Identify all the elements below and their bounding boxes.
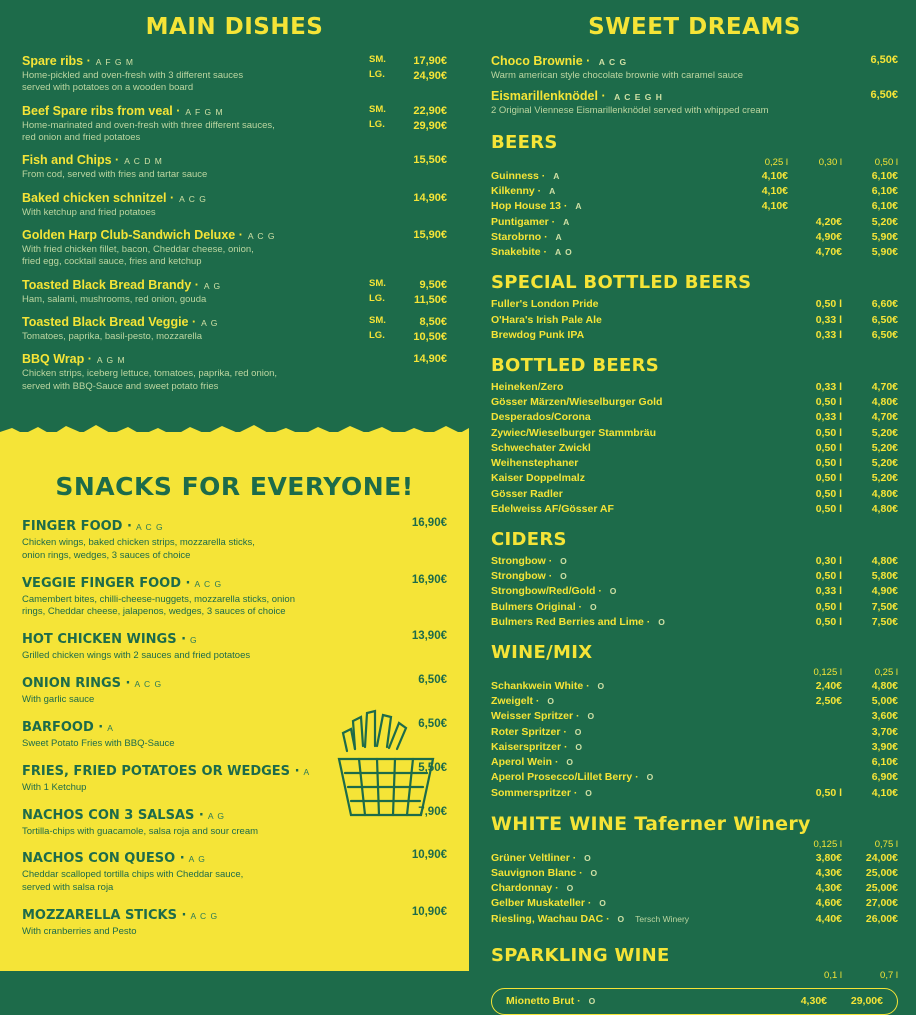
sweet-dreams-title: SWEET DREAMS bbox=[588, 14, 801, 40]
beverage-row bbox=[491, 502, 898, 517]
beverage-price: 4,80€ bbox=[871, 487, 898, 500]
allergen-codes: A G M bbox=[96, 355, 126, 366]
beverage-name: Kaiser Doppelmalz bbox=[491, 472, 585, 485]
beverage-price-1 bbox=[736, 245, 790, 260]
beverage-name: Mionetto Brut · O bbox=[506, 994, 597, 1007]
snacks-section bbox=[0, 432, 469, 971]
snack-item-name: FINGER FOOD · bbox=[22, 519, 132, 534]
beverage-name: Brewdog Punk IPA bbox=[491, 328, 585, 341]
beverage-price: 26,00€ bbox=[865, 912, 898, 925]
allergen-codes: A bbox=[303, 766, 311, 777]
menu-item bbox=[22, 228, 447, 269]
snack-item-description: Cheddar scalloped tortilla chips with Cheddar sauce, served with salsa roja bbox=[22, 869, 244, 894]
sparkling-wine-list bbox=[506, 994, 883, 1009]
beverage-price: 6,10€ bbox=[871, 200, 898, 213]
allergen-codes: A C G bbox=[134, 679, 163, 690]
menu-item bbox=[22, 278, 447, 306]
beverage-size-or-price: 0,50 l bbox=[815, 615, 842, 628]
beverage-size-or-price: 4,40€ bbox=[815, 912, 842, 925]
beverage-size-or-price: 4,20€ bbox=[815, 215, 842, 228]
beverage-price-1: 4,10€ bbox=[761, 185, 788, 198]
snack-item bbox=[22, 906, 447, 939]
beverage-row bbox=[491, 786, 898, 801]
snack-item-name: HOT CHICKEN WINGS · bbox=[22, 632, 187, 648]
beverage-row bbox=[491, 487, 898, 502]
beverage-row bbox=[491, 441, 898, 456]
beverage-name: Edelweiss AF/Gösser AF bbox=[491, 502, 614, 515]
beverage-price: 6,50€ bbox=[871, 328, 898, 341]
menu-item-price: 15,50€ bbox=[413, 154, 447, 167]
beverage-size-or-price: 0,50 l bbox=[815, 396, 842, 409]
beverage-size-or-price bbox=[790, 169, 844, 184]
beverage-price: 5,90€ bbox=[871, 246, 898, 259]
beverage-row bbox=[491, 851, 898, 866]
beverage-row bbox=[491, 584, 898, 599]
sparkling-header-row bbox=[491, 970, 898, 982]
beverage-price: 5,20€ bbox=[871, 457, 898, 470]
beverage-size-or-price: 0,50 l bbox=[815, 600, 842, 613]
beverage-row bbox=[491, 215, 898, 230]
beverage-size-or-price: 4,90€ bbox=[815, 230, 842, 243]
beverage-name: Fuller's London Pride bbox=[491, 298, 599, 311]
bottled-beers-title: BOTTLED BEERS bbox=[491, 354, 660, 376]
beverage-name: Guinness · A bbox=[491, 170, 561, 182]
beverage-price: 4,10€ bbox=[871, 786, 898, 799]
beverage-size-or-price: 0,50 l bbox=[815, 786, 842, 799]
beers-list bbox=[491, 169, 898, 260]
beverage-name: Snakebite · A O bbox=[491, 246, 573, 259]
beverage-size-or-price bbox=[790, 199, 844, 214]
beverage-row bbox=[491, 380, 898, 395]
allergen-codes: A bbox=[107, 722, 114, 733]
beverage-price: 4,70€ bbox=[871, 411, 898, 424]
beverage-size-or-price: 0,33 l bbox=[815, 380, 842, 393]
beverage-name: Bulmers Original · O bbox=[491, 600, 598, 613]
beverage-price: 3,70€ bbox=[871, 725, 898, 738]
main-dishes-section bbox=[0, 0, 469, 412]
beverage-price-1: 4,10€ bbox=[761, 200, 788, 213]
allergen-codes: A F G M bbox=[185, 106, 224, 117]
allergen-codes: A C D M bbox=[124, 156, 163, 167]
beverage-size-or-price: 4,60€ bbox=[815, 897, 842, 910]
dessert-item-description: Warm american style chocolate brownie with caramel sauce bbox=[491, 70, 744, 81]
beverage-price: 5,00€ bbox=[871, 695, 898, 708]
beverage-name: Sommerspritzer · O bbox=[491, 786, 593, 799]
beverage-size-or-price: 0,50 l bbox=[815, 457, 842, 470]
beverage-price: 6,10€ bbox=[871, 170, 898, 182]
beverage-size-or-price bbox=[790, 740, 844, 755]
snack-item-name: NACHOS CON 3 SALSAS · bbox=[22, 807, 204, 823]
beverage-size-or-price: 4,30€ bbox=[815, 867, 842, 879]
white-wine-col-2-header: 0,75 l bbox=[874, 838, 898, 850]
beverage-row bbox=[491, 199, 898, 214]
beverage-price: 5,20€ bbox=[871, 215, 898, 228]
snack-item-description: Chicken wings, baked chicken strips, mozzarella sticks, onion rings, wedges, 3 sauces of choice bbox=[22, 537, 255, 561]
right-column bbox=[469, 0, 916, 1007]
beverage-row bbox=[491, 912, 898, 927]
beverage-row bbox=[491, 770, 898, 785]
beverage-price: 25,00€ bbox=[865, 867, 898, 879]
snack-item-description: With cranberries and Pesto bbox=[22, 925, 137, 937]
special-bottled-beers-title: SPECIAL BOTTLED BEERS bbox=[491, 272, 752, 294]
menu-item-price: 14,90€ bbox=[413, 353, 447, 366]
beverage-name: Strongbow/Red/Gold · O bbox=[491, 585, 618, 598]
beverage-size-or-price: 0,50 l bbox=[815, 441, 842, 454]
beverage-price: 5,20€ bbox=[871, 426, 898, 439]
beverage-row bbox=[491, 896, 898, 911]
menu-item-name: BBQ Wrap · bbox=[22, 352, 92, 367]
beverage-row bbox=[491, 755, 898, 770]
beverage-name: Hop House 13 · A bbox=[491, 200, 583, 213]
snack-item-price: 10,90€ bbox=[411, 905, 447, 918]
allergen-codes: A G bbox=[203, 280, 222, 291]
beverage-price: 24,00€ bbox=[865, 851, 898, 864]
beverage-row bbox=[491, 230, 898, 245]
beverage-name: Aperol Prosecco/Lillet Berry · O bbox=[491, 771, 655, 784]
sparkling-col-1-header: 0,1 l bbox=[824, 969, 842, 981]
beverage-name: Chardonnay · O bbox=[491, 882, 575, 895]
beverage-name: Zweigelt · O bbox=[491, 695, 555, 708]
main-dishes-title: MAIN DISHES bbox=[145, 14, 324, 40]
menu-item-price: 14,90€ bbox=[413, 191, 447, 204]
beverage-price: 29,00€ bbox=[850, 994, 883, 1007]
snack-item-description: Grilled chicken wings with 2 sauces and fried potatoes bbox=[22, 650, 251, 662]
beverage-name: O'Hara's Irish Pale Ale bbox=[491, 313, 602, 326]
sparkling-highlight-row bbox=[491, 988, 898, 1015]
beverage-row bbox=[491, 426, 898, 441]
allergen-codes: A G bbox=[201, 318, 219, 329]
beverage-row bbox=[491, 679, 898, 694]
beverage-size-or-price: 0,33 l bbox=[815, 585, 842, 598]
allergen-codes: A G bbox=[207, 810, 226, 821]
allergen-codes: A C G bbox=[135, 522, 164, 532]
allergen-codes: A G bbox=[188, 854, 206, 865]
beverage-row bbox=[491, 395, 898, 410]
beverage-size-or-price: 0,50 l bbox=[815, 426, 842, 439]
beverage-price: 6,10€ bbox=[871, 756, 898, 769]
snack-item-price: 13,90€ bbox=[411, 630, 447, 643]
beverage-row bbox=[491, 313, 898, 328]
beverage-size-or-price: 0,50 l bbox=[815, 472, 842, 485]
snack-item-name: ONION RINGS · bbox=[22, 676, 131, 692]
beverage-price: 5,20€ bbox=[871, 441, 898, 454]
beverage-size-or-price: 0,50 l bbox=[815, 502, 842, 515]
white-wine-list bbox=[491, 851, 898, 927]
menu-item-description: Home-pickled and oven-fresh with 3 different sauces served with potatoes on a wooden board bbox=[22, 70, 244, 94]
beverage-price: 4,90€ bbox=[871, 585, 898, 598]
snack-item-description: Tortilla-chips with guacamole, salsa roja and sour cream bbox=[22, 825, 259, 837]
beverage-name: Desperados/Corona bbox=[491, 411, 591, 424]
beverage-row bbox=[491, 569, 898, 584]
beverage-name: Strongbow · O bbox=[491, 554, 568, 567]
beverage-size-or-price: 0,50 l bbox=[815, 487, 842, 500]
snack-item-description: Sweet Potato Fries with BBQ-Sauce bbox=[22, 737, 175, 749]
allergen-codes: A C G bbox=[247, 231, 276, 242]
beverage-row bbox=[491, 600, 898, 615]
beverage-row bbox=[491, 169, 898, 184]
menu-item-description: Home-marinated and oven-fresh with three different sauces, red onion and fried potatoes bbox=[22, 119, 275, 144]
beverage-name: Heineken/Zero bbox=[491, 380, 564, 393]
beverage-name: Puntigamer · A bbox=[491, 215, 571, 228]
beverage-price: 7,50€ bbox=[871, 615, 898, 628]
wine-mix-col-2-header: 0,25 l bbox=[874, 667, 898, 679]
ciders-list bbox=[491, 554, 898, 630]
beverage-name: Weihenstephaner bbox=[491, 457, 579, 470]
snack-item-name: MOZZARELLA STICKS · bbox=[22, 907, 187, 923]
beverage-row bbox=[491, 456, 898, 471]
menu-item bbox=[22, 352, 447, 393]
beverage-price: 4,70€ bbox=[871, 380, 898, 393]
beverage-row bbox=[491, 245, 898, 260]
torn-edge-decoration bbox=[0, 422, 469, 446]
snacks-title: SNACKS FOR EVERYONE! bbox=[55, 472, 414, 501]
snack-item-name: BARFOOD · bbox=[22, 719, 104, 735]
beverage-name: Aperol Wein · O bbox=[491, 756, 575, 769]
beverage-name: Gösser Radler bbox=[491, 487, 563, 500]
snack-item-price: 6,50€ bbox=[418, 717, 447, 730]
beverage-name: Starobrno · A bbox=[491, 230, 563, 243]
allergen-codes: A C G bbox=[179, 193, 207, 204]
allergen-codes: A C G bbox=[190, 910, 219, 921]
menu-item-description: With ketchup and fried potatoes bbox=[22, 206, 156, 218]
snack-item bbox=[22, 574, 447, 620]
sparkling-col-2-header: 0,7 l bbox=[880, 969, 898, 981]
sweets-list bbox=[491, 54, 898, 116]
beverage-price: 5,20€ bbox=[871, 472, 898, 485]
beverage-price-1: 4,10€ bbox=[761, 170, 788, 182]
menu-item bbox=[22, 104, 447, 145]
beverage-price-1 bbox=[736, 215, 790, 230]
beverage-name: Kaiserspritzer · O bbox=[491, 740, 583, 753]
beverage-row bbox=[491, 709, 898, 724]
menu-item-name: Golden Harp Club-Sandwich Deluxe · bbox=[22, 228, 243, 243]
dessert-item-name: Choco Brownie · A C G bbox=[491, 54, 628, 68]
beverage-name: Grüner Veltliner · O bbox=[491, 851, 592, 864]
dessert-item-price: 6,50€ bbox=[870, 54, 898, 66]
white-wine-header-row bbox=[491, 839, 898, 851]
dessert-item-description: 2 Original Viennese Eismarillenknödel served with whipped cream bbox=[491, 105, 769, 116]
snack-item-name: FRIES, FRIED POTATOES OR WEDGES · bbox=[22, 763, 300, 779]
beverage-price: 5,90€ bbox=[871, 230, 898, 243]
beverage-price: 25,00€ bbox=[865, 882, 898, 895]
wine-mix-col-1-header: 0,125 l bbox=[813, 667, 842, 679]
main-dishes-list bbox=[22, 54, 447, 393]
beverage-name: Gelber Muskateller · O bbox=[491, 897, 607, 910]
menu-item-description: With fried chicken fillet, bacon, Cheddar cheese, onion, fried egg, cocktail sauce, fries and ketchup bbox=[22, 244, 254, 268]
menu-item-name: Beef Spare ribs from veal · bbox=[22, 103, 181, 118]
beverage-row bbox=[491, 881, 898, 896]
beverage-name: Bulmers Red Berries and Lime · O bbox=[491, 615, 666, 628]
beverage-name: Gösser Märzen/Wieselburger Gold bbox=[491, 396, 663, 409]
beverage-name: Zywiec/Wieselburger Stammbräu bbox=[491, 426, 657, 439]
beverage-row bbox=[491, 740, 898, 755]
snack-item-price: 10,90€ bbox=[411, 849, 447, 862]
beverage-row bbox=[491, 725, 898, 740]
menu-item-description: Tomatoes, paprika, basil-pesto, mozzarella bbox=[22, 331, 203, 343]
menu-item bbox=[22, 191, 447, 219]
beverage-size-or-price: 2,40€ bbox=[815, 680, 842, 693]
beverage-size-or-price bbox=[790, 725, 844, 740]
menu-item-price: SM. 22,90€ LG. 29,90€ bbox=[369, 103, 447, 132]
beverage-price: 7,50€ bbox=[871, 600, 898, 613]
menu-item-price: SM. 17,90€ LG. 24,90€ bbox=[369, 54, 447, 82]
beverage-row bbox=[491, 471, 898, 486]
snack-item-description: With 1 Ketchup bbox=[22, 781, 87, 793]
fries-basket-icon bbox=[315, 691, 445, 821]
beverage-price: 3,90€ bbox=[871, 740, 898, 753]
beers-header-row bbox=[491, 157, 898, 169]
beverage-row bbox=[491, 297, 898, 312]
menu-item bbox=[22, 153, 447, 181]
bottled-beers-list bbox=[491, 380, 898, 517]
beverage-price: 4,80€ bbox=[871, 680, 898, 693]
beverage-size-or-price: 3,80€ bbox=[815, 851, 842, 864]
snack-item-description: With garlic sauce bbox=[22, 694, 95, 706]
beverage-size-or-price: 0,33 l bbox=[815, 328, 842, 341]
beverage-name: Schwechater Zwickl bbox=[491, 441, 591, 454]
snack-item-price: 6,50€ bbox=[418, 674, 447, 687]
beverage-size-or-price: 4,70€ bbox=[815, 246, 842, 259]
beverage-price: 6,90€ bbox=[871, 771, 898, 784]
menu-item-description: Chicken strips, iceberg lettuce, tomatoes, paprika, red onion, served with BBQ-Sauce and sweet potato fries bbox=[22, 368, 278, 392]
beverage-price: 5,80€ bbox=[871, 570, 898, 583]
menu-item-price: SM. 8,50€ LG. 10,50€ bbox=[369, 315, 447, 343]
dessert-item-price: 6,50€ bbox=[870, 89, 898, 101]
beverage-price: 6,50€ bbox=[871, 313, 898, 326]
menu-item-price: 15,90€ bbox=[413, 229, 447, 242]
beverage-size-or-price: 0,30 l bbox=[815, 554, 842, 567]
snack-item-name: NACHOS CON QUESO · bbox=[22, 851, 185, 867]
allergen-codes: A C G bbox=[194, 578, 223, 589]
beverage-name: Weisser Spritzer · O bbox=[491, 710, 596, 723]
snack-item bbox=[22, 849, 447, 895]
beverage-price: 4,80€ bbox=[871, 502, 898, 515]
wine-mix-title: WINE/MIX bbox=[491, 642, 593, 664]
menu-item-name: Baked chicken schnitzel · bbox=[22, 190, 175, 205]
menu-item-price: SM. 9,50€ LG. 11,50€ bbox=[369, 277, 447, 306]
dessert-item-name: Eismarillenknödel · A C E G H bbox=[491, 89, 663, 103]
beverage-price-1 bbox=[736, 230, 790, 245]
beers-title: BEERS bbox=[491, 132, 558, 153]
menu-item bbox=[22, 315, 447, 343]
menu-item-name: Fish and Chips · bbox=[22, 153, 120, 168]
left-column bbox=[0, 0, 469, 971]
snack-item-price: 7,90€ bbox=[418, 805, 447, 818]
snack-item-name: VEGGIE FINGER FOOD · bbox=[22, 575, 191, 591]
wine-mix-list bbox=[491, 679, 898, 801]
beverage-size-or-price bbox=[790, 184, 844, 199]
beverage-size-or-price bbox=[790, 709, 844, 724]
beers-col-1-header: 0,25 l bbox=[764, 157, 788, 168]
beverage-row bbox=[491, 615, 898, 630]
beverage-name: Riesling, Wachau DAC · O Tersch Winery bbox=[491, 912, 690, 925]
beverage-name: Schankwein White · O bbox=[491, 680, 606, 693]
allergen-codes: A F G M bbox=[95, 57, 134, 67]
menu-item bbox=[22, 54, 447, 95]
beverage-price: 4,80€ bbox=[871, 396, 898, 409]
beverage-price: 6,10€ bbox=[871, 185, 898, 198]
snack-item-description: Camembert bites, chilli-cheese-nuggets, mozzarella sticks, onion rings, Cheddar cheese, jalapenos, wedges, 3 sauces of choice bbox=[22, 593, 295, 618]
snack-item-price: 16,90€ bbox=[411, 517, 447, 529]
dessert-item bbox=[491, 89, 898, 116]
beverage-price: 27,00€ bbox=[865, 897, 898, 910]
beers-col-2-header: 0,30 l bbox=[818, 157, 842, 168]
beverage-size-or-price: 0,33 l bbox=[815, 411, 842, 424]
white-wine-title: WHITE WINE Taferner Winery bbox=[491, 812, 811, 835]
beverage-size-or-price: 4,30€ bbox=[800, 994, 827, 1007]
menu-item-name: Toasted Black Bread Veggie · bbox=[22, 315, 197, 330]
beverage-size-or-price: 0,33 l bbox=[815, 313, 842, 326]
white-wine-col-1-header: 0,125 l bbox=[813, 838, 842, 850]
menu-item-name: Toasted Black Bread Brandy · bbox=[22, 277, 199, 292]
beverage-size-or-price: 0,50 l bbox=[815, 570, 842, 583]
wine-mix-header-row bbox=[491, 667, 898, 679]
ciders-title: CIDERS bbox=[491, 528, 567, 550]
beverage-row bbox=[491, 410, 898, 425]
dessert-item bbox=[491, 54, 898, 81]
beverage-row bbox=[491, 184, 898, 199]
snack-item bbox=[22, 630, 447, 663]
beverage-price: 6,60€ bbox=[871, 298, 898, 311]
beverage-row bbox=[491, 554, 898, 569]
beverage-size-or-price: 2,50€ bbox=[815, 695, 842, 708]
beverage-price: 3,60€ bbox=[871, 710, 898, 723]
snack-item bbox=[22, 517, 447, 563]
beverage-name: Kilkenny · A bbox=[491, 185, 557, 198]
beverage-name: Strongbow · O bbox=[491, 570, 568, 583]
snack-item-price: 5,50€ bbox=[418, 761, 447, 774]
beverage-row bbox=[491, 866, 898, 881]
beers-col-3-header: 0,50 l bbox=[874, 157, 898, 168]
allergen-codes: G bbox=[190, 635, 198, 646]
menu-item-name: Spare ribs · bbox=[22, 54, 91, 68]
beverage-row bbox=[491, 694, 898, 709]
beverage-size-or-price: 4,30€ bbox=[815, 882, 842, 895]
beverage-price: 4,80€ bbox=[871, 554, 898, 567]
sparkling-wine-title: SPARKLING WINE bbox=[491, 944, 670, 966]
snack-item-price: 16,90€ bbox=[411, 573, 447, 586]
menu-item-description: Ham, salami, mushrooms, red onion, gouda bbox=[22, 293, 207, 305]
beverage-size-or-price: 0,50 l bbox=[815, 298, 842, 311]
special-bottled-beers-list bbox=[491, 297, 898, 343]
menu-item-description: From cod, served with fries and tartar sauce bbox=[22, 169, 208, 181]
beverage-row bbox=[491, 328, 898, 343]
beverage-name: Sauvignon Blanc · O bbox=[491, 867, 599, 879]
beverage-size-or-price bbox=[790, 770, 844, 785]
beverage-size-or-price bbox=[790, 755, 844, 770]
beverage-row bbox=[506, 994, 883, 1009]
beverage-name: Roter Spritzer · O bbox=[491, 725, 583, 738]
